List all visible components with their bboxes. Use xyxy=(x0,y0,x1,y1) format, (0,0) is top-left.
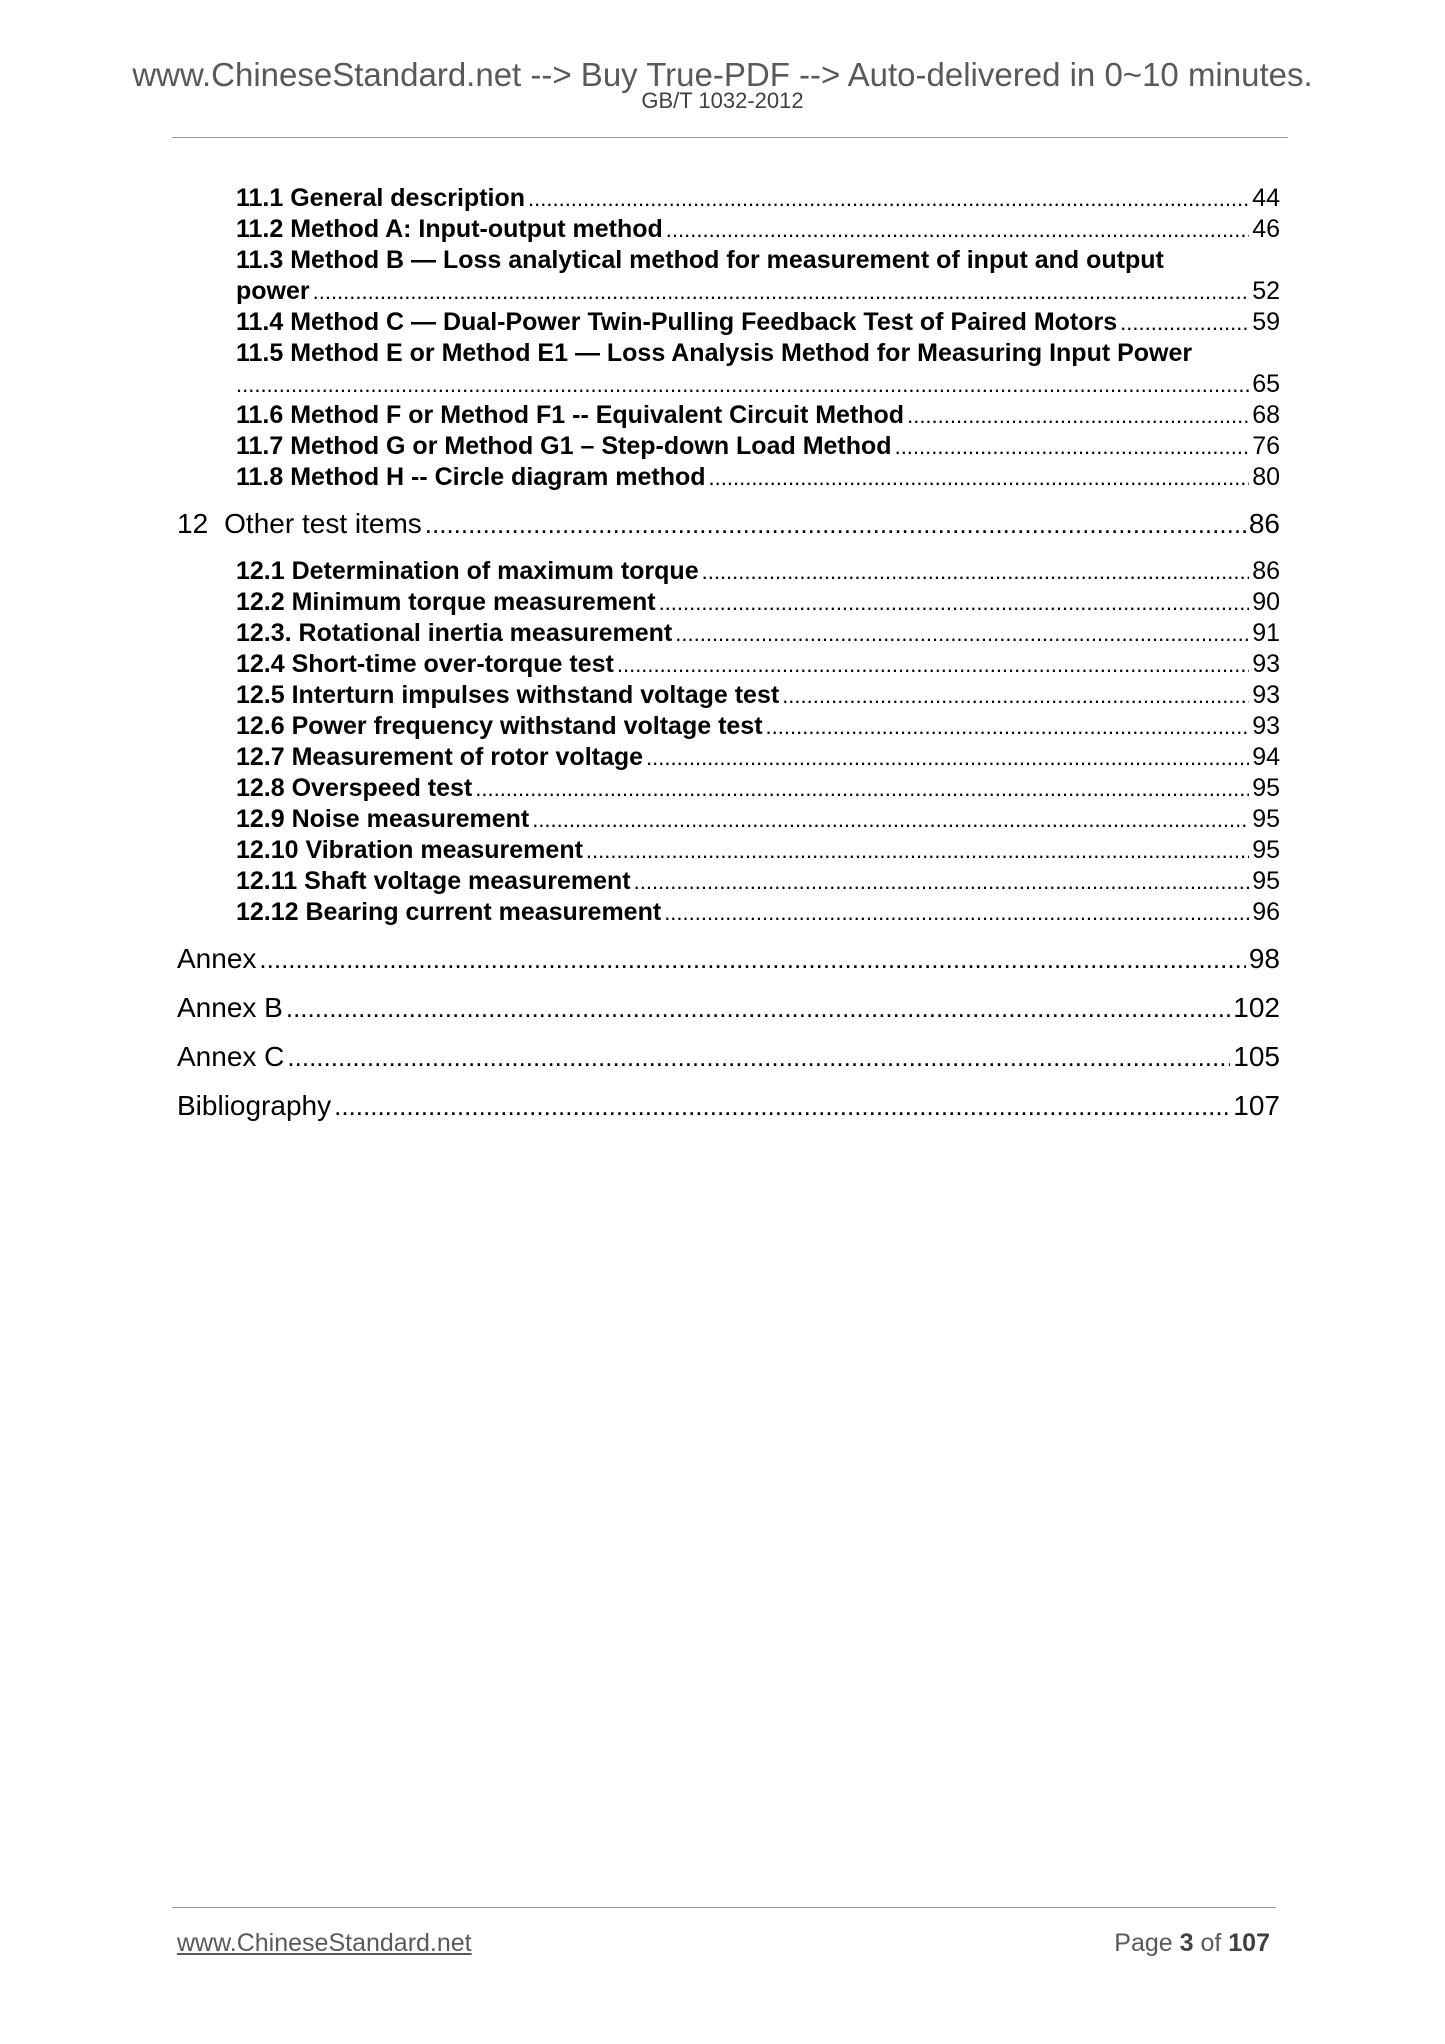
toc-page-number: 96 xyxy=(1252,898,1280,926)
toc-entry-label: 12.7 Measurement of rotor voltage xyxy=(236,743,644,771)
toc-entry-label: 11.7 Method G or Method G1 – Step-down Load Method xyxy=(236,432,892,460)
toc-entry-label: 12.5 Interturn impulses withstand voltage test xyxy=(236,681,780,709)
dot-leader xyxy=(634,871,1250,893)
dot-leader xyxy=(425,511,1246,537)
toc-page-number: 86 xyxy=(1252,557,1280,585)
dot-leader xyxy=(709,467,1250,489)
dot-leader xyxy=(646,747,1249,769)
toc-page-number: 65 xyxy=(1252,370,1280,398)
standard-code: GB/T 1032-2012 xyxy=(641,88,804,113)
dot-leader xyxy=(286,995,1230,1021)
chapter-number: 12 xyxy=(177,508,209,539)
dot-leader xyxy=(259,946,1245,972)
toc-entry-12-10[interactable] xyxy=(236,838,1280,863)
toc-entry-label: 12.12 Bearing current measurement xyxy=(236,898,662,926)
toc-page-number: 91 xyxy=(1252,619,1280,647)
toc-entry-label: 12.8 Overspeed test xyxy=(236,774,473,802)
toc-entry-11-1[interactable] xyxy=(236,186,1280,211)
toc-page-number: 105 xyxy=(1233,1041,1280,1072)
dot-leader xyxy=(528,188,1249,210)
download-banner: www.ChineseStandard.net --> Buy True-PDF --> Auto-delivered in 0~10 minutes. xyxy=(132,56,1313,93)
dot-leader xyxy=(766,716,1250,738)
toc-entry-12-4[interactable] xyxy=(236,652,1280,677)
toc-entry-label: 11.4 Method C — Dual-Power Twin-Pulling Feedback Test of Paired Motors xyxy=(236,308,1118,336)
total-pages: 107 xyxy=(1228,1929,1270,1957)
toc-entry-12-2[interactable] xyxy=(236,590,1280,615)
toc-page-number: 107 xyxy=(1233,1090,1280,1121)
toc-page-number: 95 xyxy=(1252,836,1280,864)
toc-entry-11-4[interactable] xyxy=(236,310,1280,335)
dot-leader xyxy=(782,685,1249,707)
toc-page-number: 80 xyxy=(1252,463,1280,491)
toc-page-number: 90 xyxy=(1252,588,1280,616)
toc-page-number: 86 xyxy=(1248,508,1280,539)
toc-page-number: 76 xyxy=(1252,432,1280,460)
dot-leader xyxy=(313,281,1250,303)
toc-entry-11-5-line1[interactable]: 11.5 Method E or Method E1 — Loss Analysis Method for Measuring Input Power xyxy=(236,339,1193,367)
toc-entry-11-7[interactable] xyxy=(236,434,1280,459)
toc-entry-label: Annex B xyxy=(177,992,283,1023)
toc-page-number: 95 xyxy=(1252,805,1280,833)
toc-page-number: 102 xyxy=(1233,992,1280,1023)
page-prefix: Page xyxy=(1114,1929,1173,1957)
dot-leader xyxy=(334,1093,1230,1119)
toc-entry-label: 11.8 Method H -- Circle diagram method xyxy=(236,463,706,491)
dot-leader xyxy=(675,623,1249,645)
dot-leader xyxy=(664,902,1249,924)
toc-entry-12-6[interactable] xyxy=(236,714,1280,739)
toc-page-number: 95 xyxy=(1252,774,1280,802)
toc-page-number: 44 xyxy=(1252,184,1280,212)
toc-entry-label: Bibliography xyxy=(177,1090,332,1121)
toc-page-number: 59 xyxy=(1252,308,1280,336)
toc-entry-label: 12.10 Vibration measurement xyxy=(236,836,583,864)
toc-entry-12-5[interactable] xyxy=(236,683,1280,708)
dot-leader xyxy=(617,654,1249,676)
dot-leader xyxy=(895,436,1250,458)
dot-leader xyxy=(532,809,1249,831)
toc-page-number: 98 xyxy=(1248,943,1280,974)
dot-leader xyxy=(659,592,1250,614)
toc-entry-label: 11.2 Method A: Input-output method xyxy=(236,215,663,243)
toc-entry-11-8[interactable] xyxy=(236,465,1280,490)
footer-divider xyxy=(172,1907,1276,1908)
toc-entry-label: power xyxy=(236,277,310,305)
toc-page-number: 46 xyxy=(1252,215,1280,243)
toc-page-number: 94 xyxy=(1252,743,1280,771)
toc-entry-label: 12.9 Noise measurement xyxy=(236,805,530,833)
dot-leader xyxy=(702,561,1250,583)
toc-entry-12-9[interactable] xyxy=(236,807,1280,832)
toc-page-number: 52 xyxy=(1252,277,1280,305)
toc-entry-12-12[interactable] xyxy=(236,900,1280,925)
toc-entry-11-2[interactable] xyxy=(236,217,1280,242)
toc-page-number: 95 xyxy=(1252,867,1280,895)
toc-entry-annex[interactable] xyxy=(177,945,1280,973)
dot-leader xyxy=(1120,312,1249,334)
toc-entry-chapter-12[interactable] xyxy=(177,510,1280,538)
toc-entry-annex-b[interactable] xyxy=(177,994,1280,1022)
toc-entry-12-11[interactable] xyxy=(236,869,1280,894)
toc-entry-bibliography[interactable] xyxy=(177,1092,1280,1120)
toc-page-number: 93 xyxy=(1252,650,1280,678)
toc-entry-12-7[interactable] xyxy=(236,745,1280,770)
dot-leader xyxy=(236,374,1249,396)
toc-entry-annex-c[interactable] xyxy=(177,1043,1280,1071)
dot-leader xyxy=(287,1044,1230,1070)
toc-entry-11-3[interactable] xyxy=(236,279,1280,304)
dot-leader xyxy=(907,405,1249,427)
toc-entry-11-6[interactable] xyxy=(236,403,1280,428)
toc-entry-label: Annex xyxy=(177,943,257,974)
toc-entry-label: 11.1 General description xyxy=(236,184,526,212)
dot-leader xyxy=(666,219,1249,241)
toc-entry-11-3-line1[interactable]: 11.3 Method B — Loss analytical method for measurement of input and output xyxy=(236,246,1164,274)
toc-entry-12-1[interactable] xyxy=(236,559,1280,584)
dot-leader xyxy=(475,778,1249,800)
toc-page-number: 68 xyxy=(1252,401,1280,429)
toc-page-number: 93 xyxy=(1252,681,1280,709)
dot-leader xyxy=(586,840,1249,862)
page-of: of xyxy=(1200,1929,1222,1957)
toc-entry-label: 12.4 Short-time over-torque test xyxy=(236,650,614,678)
current-page-number: 3 xyxy=(1179,1929,1194,1957)
toc-entry-label: 12.2 Minimum torque measurement xyxy=(236,588,656,616)
page-indicator xyxy=(1114,1931,1270,1956)
toc-entry-11-5[interactable] xyxy=(236,372,1280,397)
toc-entry-12-3[interactable] xyxy=(236,621,1280,646)
header-divider xyxy=(172,137,1288,138)
toc-entry-12-8[interactable] xyxy=(236,776,1280,801)
toc-entry-label: 12.1 Determination of maximum torque xyxy=(236,557,699,585)
footer-site-link[interactable]: www.ChineseStandard.net xyxy=(177,1929,472,1957)
toc-entry-label: Annex C xyxy=(177,1041,285,1072)
toc-page-number: 93 xyxy=(1252,712,1280,740)
chapter-title: Other test items xyxy=(224,508,422,539)
toc-entry-label: 12.3. Rotational inertia measurement xyxy=(236,619,673,647)
toc-entry-label: 12.11 Shaft voltage measurement xyxy=(236,867,631,895)
toc-entry-label xyxy=(177,510,422,538)
toc-entry-label: 12.6 Power frequency withstand voltage test xyxy=(236,712,763,740)
toc-entry-label: 11.6 Method F or Method F1 -- Equivalent Circuit Method xyxy=(236,401,905,429)
